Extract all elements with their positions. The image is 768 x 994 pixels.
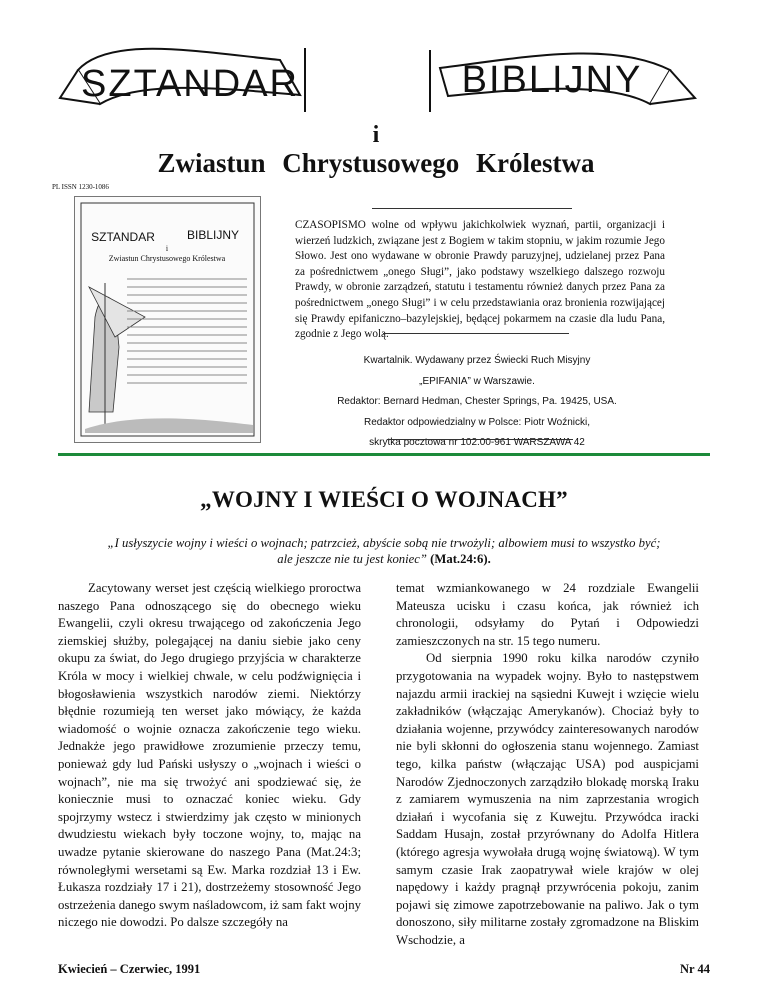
- article-column-left: [58, 580, 361, 932]
- article-title: „WOJNY I WIEŚCI O WOJNACH”: [200, 487, 568, 512]
- masthead-title-right: BIBLIJNY: [461, 59, 643, 101]
- footer-date: Kwiecień – Czerwiec, 1991: [58, 962, 201, 976]
- masthead: [0, 0, 768, 180]
- cover-text-lines: [127, 279, 247, 383]
- masthead-conjunction: i: [372, 122, 380, 148]
- publisher-line-1: Kwartalnik. Wydawany przez Świecki Ruch Misyjny: [363, 355, 591, 366]
- publisher-line-3: Redaktor: Bernard Hedman, Chester Springs, Pa. 19425, USA.: [337, 396, 617, 407]
- cover-conjunction: i: [165, 244, 169, 253]
- issn-label: PL ISSN 1230-1086: [52, 183, 109, 191]
- intro-text: CZASOPISMO wolne od wpływu jakichkolwiek wyznań, partii, organizacji i wierzeń ludzkich, związane jest z Bogiem w takim stopniu, w jakim rozumie Jego Słowo. Jest ono wydawane w obronie Prawdy paruzyjnej, udzielanej przez Pana za pośrednictwem „onego Sługi”, jako podstawy wszelkiego dalszego rozwoju Prawdy, w obronie zarządzeń, statutu i testamentu również danych przez Pana za pośrednictwem „onego Sługi” i w celu przedstawiania oraz bronienia rozwijającej się Prawdy epifaniczno–bazylejskiej, będącej pokarmem na czasie dla ludu Pana, zgodnie z Jego wolą.: [295, 219, 665, 341]
- cover-thumbnail: [74, 196, 261, 443]
- article-column-right: [396, 580, 699, 949]
- rule-mid: [383, 333, 569, 334]
- cover-illustration: [85, 283, 253, 433]
- green-divider: [58, 453, 710, 456]
- footer-issue-number: Nr 44: [680, 962, 710, 976]
- publisher-line-4: Redaktor odpowiedzialny w Polsce: Piotr Woźnicki,: [363, 416, 591, 428]
- cover-title-right: BIBLIJNY: [186, 228, 240, 242]
- column-right-paragraph-1: temat wzmiankowanego w 24 rozdziale Ewangelii Mateusza ucisku i czasu końca, jak również ich chronologii, odsyłamy do Pytań i Odpowiedzi zamieszczonych na str. 15 tego numeru.: [396, 581, 699, 648]
- rule-top: [372, 208, 572, 209]
- rule-publisher: [387, 439, 573, 440]
- article-quote: [100, 535, 668, 567]
- quote-reference: (Mat.24:6).: [430, 552, 491, 566]
- masthead-pole: [305, 48, 430, 112]
- publisher-line-2: „EPIFANIA” w Warszawie.: [419, 375, 535, 387]
- cover-title-left: SZTANDAR: [91, 230, 155, 244]
- cover-subtitle: Zwiastun Chrystusowego Królestwa: [108, 254, 226, 263]
- masthead-title-left: SZTANDAR: [81, 63, 299, 105]
- publisher-line-5: skrytka pocztowa nr 102.00-961 WARSZAWA 42: [369, 437, 585, 448]
- column-right-paragraph-2: Od sierpnia 1990 roku kilka narodów czyniło przygotowania na wypadek wojny. Było to następstwem najazdu armii irackiej na sąsiedni Kuwejt i wzięcie wielu zakładników (włączając Amerykanów). Chociaż były to działania wojenne, przywódcy zainteresowanych narodów nie byli skłonni do ogłoszenia stanu wojennego. Zamiast tego, kilka państw (włączając USA) pod auspicjami Narodów Zjednoczonych zarządziło blokadę morską Iraku z zamiarem wymuszenia na nim zaprzestania wrogich działań i wycofania się z Kuwejtu. Przywódca iracki Saddam Husajn, został przyrównany do Adolfa Hitlera (którego agresja wywołała drugą wojnę światową). W tym samym czasie Irak zaopatrywał wiele krajów w olej napędowy i każdy pragnął przywrócenia pokoju, zanim pojawi się zimowe zapotrzebowanie na paliwo. Jak o tym donoszono, siły militarne zostały zgromadzone na Bliskim Wschodzie, a: [396, 651, 699, 947]
- column-left-paragraph-1: Zacytowany werset jest częścią wielkiego proroctwa naszego Pana odnoszącego się do obecnego wieku Ewangelii, czyli okresu trwającego od zakończenia Jego ziemskiej służby, polegającej na daniu siebie jako ceny okupu za świat, do Jego drugiego przyjścia w charakterze Króla w mocy i wielkiej chwale, w celu podźwignięcia i błogosławienia wszystkich narodów ziemi. Niektórzy błędnie rozumieją ten werset jako mówiący, że każda wiadomość o wojnie oznacza zakończenie tego wieku. Jednakże jego prawidłowe zrozumienie przeczy temu, ponieważ gdy lud Pański usłyszy o „wojnach i wieści o wojnach”, nie ma się trwożyć ani spodziewać się, że koniecznie musi to oznaczać koniec wieku. Gdy spojrzymy wstecz i stwierdzimy jak często w minionych dwudziestu wiekach były toczone wojny, to, mając na uwadze pytanie skierowane do naszego Pana (Mat.24:3; równoległymi wersetami są Ew. Marka rozdział 13 i Ew. Łukasza rozdziały 17 i 21), dostrzeżemy stosowność Jego ostrzeżenia danego swym naśladowcom, iż sam fakt wojny niczego nie dowodzi. Po dalsze szczegóły na: [58, 581, 361, 930]
- quote-text: „I usłyszycie wojny i wieści o wojnach; patrzcież, abyście sobą nie trwożyli; albowiem musi to wszystko być; ale jeszcze nie tu jest koniec”: [107, 536, 661, 566]
- masthead-subtitle: Zwiastun Chrystusowego Królestwa: [157, 148, 595, 178]
